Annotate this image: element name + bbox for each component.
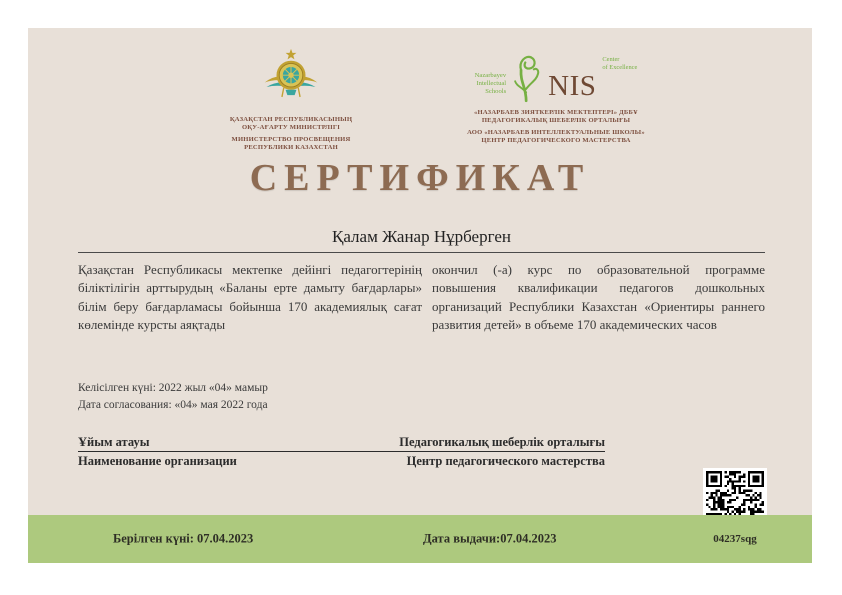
coe-line: Center xyxy=(602,56,620,63)
ministry-line: РЕСПУБЛИКИ КАЗАХСТАН xyxy=(244,144,338,152)
certificate-code: 04237sqg xyxy=(713,533,757,545)
nis-brand-text xyxy=(475,72,506,97)
ministry-block xyxy=(173,48,409,152)
organization-row-ru xyxy=(78,452,605,469)
kazakhstan-emblem-icon xyxy=(262,48,320,106)
organization-label-kk: Ұйым атауы xyxy=(78,435,150,449)
organization-label-ru: Наименование организации xyxy=(78,454,237,468)
organization-value-kk: Педагогикалық шеберлік орталығы xyxy=(399,435,605,449)
ministry-line: ҚАЗАҚСТАН РЕСПУБЛИКАСЫНЫҢ xyxy=(229,116,353,123)
nis-brand-line: Schools xyxy=(485,88,507,96)
footer-bar xyxy=(28,515,812,563)
agreement-dates xyxy=(78,380,268,415)
certificate-title: СЕРТИФИКАТ xyxy=(249,157,591,199)
nis-org-line: ПЕДАГОГИКАЛЫҚ ШЕБЕРЛІК ОРТАЛЫҒЫ xyxy=(481,117,631,125)
body-text-kk: Қазақстан Республикасы мектепке дейінгі педагогтерінің біліктілігін арттырудың «Баланы ерте дамыту бағдарлары» білім беру бағдарламасы бойынша 170 академиялық сағат көлемінде курсты аяқтады xyxy=(78,262,422,333)
nis-logo xyxy=(448,50,664,106)
ministry-name xyxy=(173,116,409,152)
recipient-name: Қалам Жанар Нұрберген xyxy=(332,227,511,246)
nis-brand-line: Intellectual xyxy=(476,80,507,88)
nis-org-line: «НАЗАРБАЕВ ЗИЯТКЕРЛІК МЕКТЕПТЕРІ» ДББҰ xyxy=(474,109,638,116)
certificate-sheet xyxy=(28,28,812,563)
nis-org-line: ЦЕНТР ПЕДАГОГИЧЕСКОГО МАСТЕРСТВА xyxy=(481,137,631,145)
ministry-line: МИНИСТЕРСТВО ПРОСВЕЩЕНИЯ xyxy=(231,136,351,144)
nis-tree-icon xyxy=(510,50,544,104)
nis-block xyxy=(448,50,664,145)
nis-center-of-excellence xyxy=(602,56,637,72)
agreement-date-kk: Келісілген күні: 2022 жыл «04» мамыр xyxy=(78,382,268,394)
organization-section xyxy=(78,435,605,469)
issue-date-kk: Берілген күні: 07.04.2023 xyxy=(113,531,254,546)
body-text-ru: окончил (-а) курс по образовательной программе повышения квалификации педагогов дошкольных организаций Республики Казахстан «Ориентиры раннего развития детей» в объеме 170 академических часов xyxy=(432,262,765,333)
nis-org-line: АОО «НАЗАРБАЕВ ИНТЕЛЛЕКТУАЛЬНЫЕ ШКОЛЫ» xyxy=(467,129,645,137)
name-underline xyxy=(78,252,765,253)
organization-value-ru: Центр педагогического мастерства xyxy=(406,454,605,468)
nis-org-name xyxy=(448,109,664,145)
nis-acronym: NIS xyxy=(548,70,597,102)
agreement-date-ru: Дата согласования: «04» мая 2022 года xyxy=(78,399,268,412)
coe-line: of Excellence xyxy=(602,64,638,71)
issue-date-ru: Дата выдачи:07.04.2023 xyxy=(423,531,557,546)
organization-row-kk xyxy=(78,435,605,452)
body-columns xyxy=(78,261,765,335)
nis-brand-line: Nazarbayev xyxy=(474,72,507,79)
ministry-line: ОҚУ-АҒАРТУ МИНИСТРЛІГІ xyxy=(241,124,341,132)
